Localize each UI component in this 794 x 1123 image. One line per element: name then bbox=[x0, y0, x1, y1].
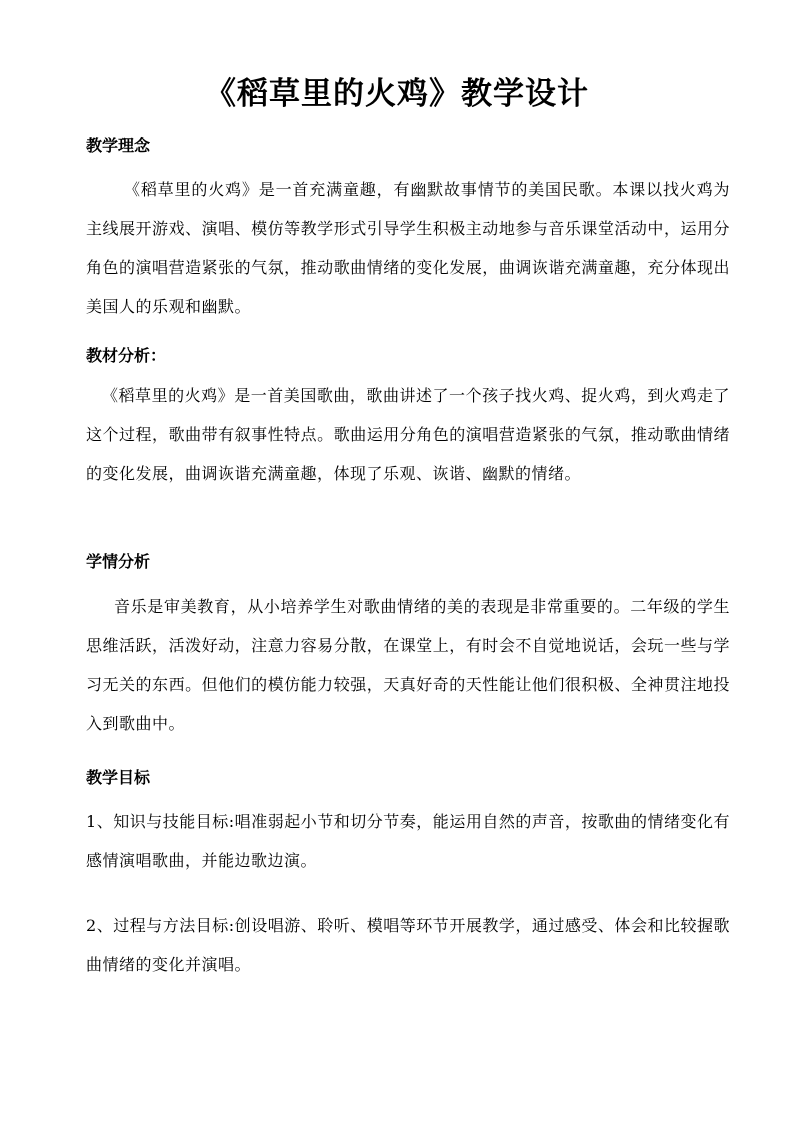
section-heading-teaching-goals: 教学目标 bbox=[86, 768, 151, 787]
section-heading-material-analysis: 教材分析： bbox=[86, 346, 167, 365]
goal-item-process-methods: 2、过程与方法目标:创设唱游、聆听、模唱等环节开展教学，通过感受、体会和比较握歌曲情绪的变化并演唱。 bbox=[86, 916, 730, 974]
section-paragraph-learner-analysis: 音乐是审美教育，从小培养学生对歌曲情绪的美的表现是非常重要的。二年级的学生思维活跃，活泼好动，注意力容易分散，在课堂上，有时会不自觉地说话，会玩一些与学习无关的东西。但他们的模仿能力较强，天真好奇的天性能让他们很积极、全神贯注地投入到歌曲中。 bbox=[86, 597, 730, 733]
section-heading-teaching-philosophy: 教学理念 bbox=[86, 136, 151, 155]
section-paragraph-teaching-philosophy: 《稻草里的火鸡》是一首充满童趣，有幽默故事情节的美国民歌。本课以找火鸡为主线展开游戏、演唱、模仿等教学形式引导学生积极主动地参与音乐课堂活动中，运用分角色的演唱营造紧张的气氛，推动歌曲情绪的变化发展，曲调诙谐充满童趣，充分体现出美国人的乐观和幽默。 bbox=[86, 180, 730, 316]
section-heading-learner-analysis: 学情分析 bbox=[86, 552, 151, 571]
goal-item-knowledge-skills: 1、知识与技能目标:唱准弱起小节和切分节奏，能运用自然的声音，按歌曲的情绪变化有感情演唱歌曲，并能边歌边演。 bbox=[86, 812, 730, 870]
document-title: 《稻草里的火鸡》教学设计 bbox=[205, 76, 589, 112]
section-paragraph-material-analysis: 《稻草里的火鸡》是一首美国歌曲，歌曲讲述了一个孩子找火鸡、捉火鸡，到火鸡走了这个过程，歌曲带有叙事性特点。歌曲运用分角色的演唱营造紧张的气氛，推动歌曲情绪的变化发展，曲调诙谐充满童趣，体现了乐观、诙谐、幽默的情绪。 bbox=[86, 386, 730, 483]
